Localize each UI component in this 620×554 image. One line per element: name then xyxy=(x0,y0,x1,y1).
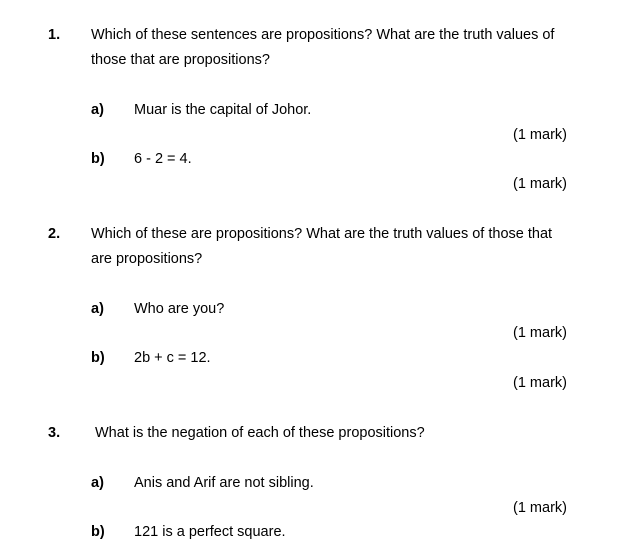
part-text: Anis and Arif are not sibling. xyxy=(134,475,314,491)
question-text: are propositions? xyxy=(91,251,203,267)
question-text: Which of these sentences are propositions? What are the truth values of xyxy=(91,27,555,43)
part-text: 121 is a perfect square. xyxy=(134,524,286,540)
part-text: Muar is the capital of Johor. xyxy=(134,102,312,118)
question-number: 1. xyxy=(48,27,61,43)
part-label: b) xyxy=(91,151,105,167)
question-number: 2. xyxy=(48,226,61,242)
question-text: those that are propositions? xyxy=(91,52,270,68)
part-label: b) xyxy=(91,350,105,366)
mark-label: (1 mark) xyxy=(513,375,567,391)
part-label: a) xyxy=(91,102,104,118)
part-text: Who are you? xyxy=(134,301,225,317)
question-number: 3. xyxy=(48,425,61,441)
part-label: b) xyxy=(91,524,105,540)
mark-label: (1 mark) xyxy=(513,325,567,341)
mark-label: (1 mark) xyxy=(513,176,567,192)
part-label: a) xyxy=(91,301,104,317)
question-text: Which of these are propositions? What are the truth values of those that xyxy=(91,226,553,242)
part-label: a) xyxy=(91,475,104,491)
question-text: What is the negation of each of these propositions? xyxy=(95,425,425,441)
part-text: 6 - 2 = 4. xyxy=(134,151,192,167)
mark-label: (1 mark) xyxy=(513,127,567,143)
part-text: 2b + c = 12. xyxy=(134,350,211,366)
mark-label: (1 mark) xyxy=(513,500,567,516)
